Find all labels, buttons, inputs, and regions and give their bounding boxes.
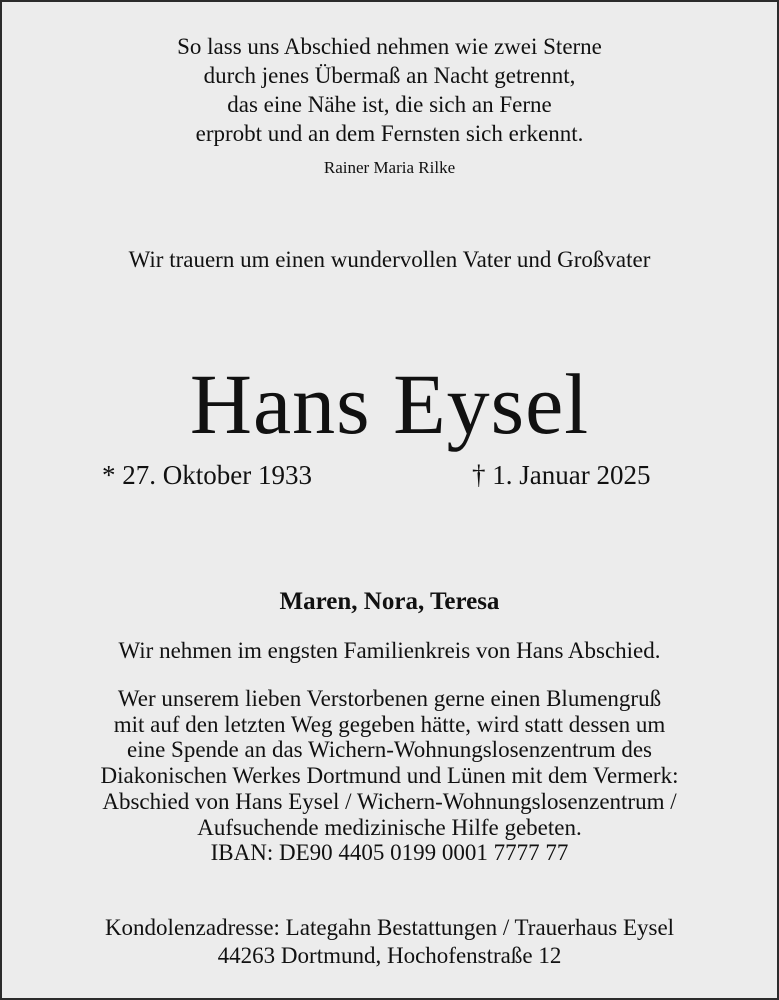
deceased-name: Hans Eysel	[189, 356, 590, 452]
poem	[2, 32, 777, 148]
donation-line: eine Spende an das Wichern-Wohnungslosenzentrum des	[126, 737, 652, 763]
family-names: Maren, Nora, Teresa	[279, 588, 500, 615]
poem-author: Rainer Maria Rilke	[323, 158, 456, 177]
donation-line: Abschied von Hans Eysel / Wichern-Wohnungslosenzentrum /	[102, 788, 677, 814]
donation-line: mit auf den letzten Weg gegeben hätte, wird statt dessen um	[113, 711, 666, 737]
iban-line: IBAN: DE90 4405 0199 0001 7777 77	[210, 840, 569, 866]
death-date: † 1. Januar 2025	[472, 460, 651, 490]
mourning-line: Wir trauern um einen wundervollen Vater und Großvater	[128, 247, 651, 272]
poem-line: erprobt und an dem Fernsten sich erkennt.	[195, 121, 584, 146]
condolence-address	[2, 914, 777, 970]
donation-line: Diakonischen Werkes Dortmund und Lünen mit dem Vermerk:	[100, 763, 679, 789]
donation-line: Aufsuchende medizinische Hilfe gebeten.	[197, 814, 582, 840]
condolence-line: Kondolenzadresse: Lategahn Bestattungen / Trauerhaus Eysel	[104, 915, 675, 940]
poem-line: So lass uns Abschied nehmen wie zwei Sterne	[177, 34, 602, 59]
farewell-line: Wir nehmen im engsten Familienkreis von Hans Abschied.	[118, 638, 661, 663]
poem-line: durch jenes Übermaß an Nacht getrennt,	[203, 63, 576, 88]
birth-date: * 27. Oktober 1933	[102, 460, 312, 490]
donation-text	[2, 686, 777, 866]
poem-line: das eine Nähe ist, die sich an Ferne	[227, 92, 552, 117]
donation-line: Wer unserem lieben Verstorbenen gerne einen Blumengruß	[117, 686, 662, 711]
condolence-line: 44263 Dortmund, Hochofenstraße 12	[217, 943, 562, 968]
